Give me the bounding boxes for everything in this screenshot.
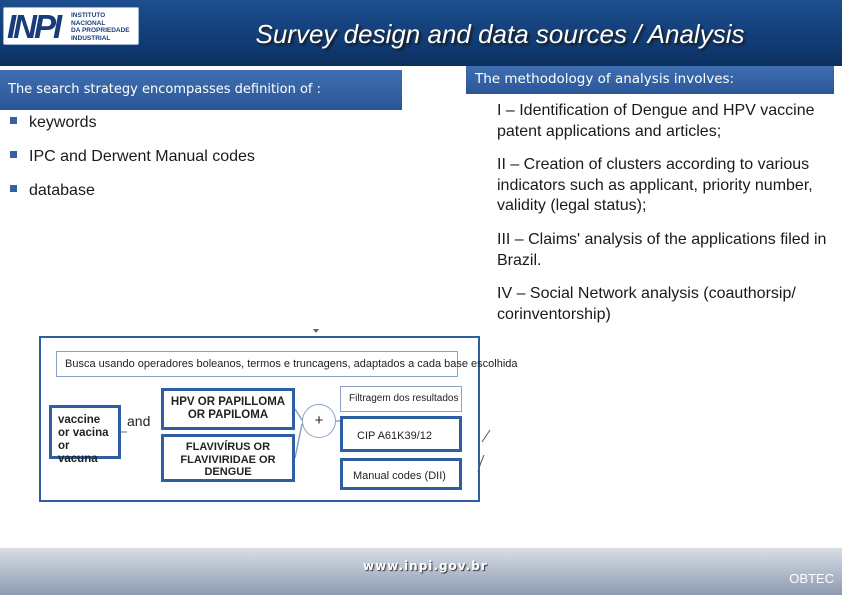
connector-line	[295, 424, 302, 458]
search-strategy-heading-box	[0, 70, 402, 110]
methodology-step: II – Creation of clusters according to various indicators such as applicant, priority number, validity (legal status);	[497, 156, 813, 214]
logo-text-line: INDUSTRIAL	[71, 34, 111, 42]
slide-title: Survey design and data sources / Analysis	[255, 19, 745, 49]
flavivirus-terms-box: FLAVIVÍRUS OR FLAVIVIRIDAE OR DENGUE	[161, 434, 295, 482]
org-label: OBTEC	[789, 571, 834, 586]
footer-bar	[0, 548, 842, 595]
inpi-logo	[3, 7, 139, 45]
search-strategy-diagram	[39, 336, 518, 502]
logo-text	[71, 12, 139, 42]
query-box: Busca usando operadores boleanos, termos e truncagens, adaptados a cada base escolhida	[56, 351, 458, 377]
stray-stroke	[482, 430, 490, 442]
small-triangle-mark	[313, 329, 319, 333]
website-url[interactable]: www.inpi.gov.br	[363, 559, 488, 573]
bullet-text: keywords	[29, 114, 97, 131]
bullet-square-icon	[10, 151, 17, 158]
bullet-text: IPC and Derwent Manual codes	[29, 148, 255, 165]
manual-codes-box: Manual codes (DII)	[340, 458, 462, 490]
logo-mark: INPI	[7, 8, 60, 45]
methodology-step: IV – Social Network analysis (coauthorsip/ corinventorship)	[497, 285, 796, 323]
bullet-square-icon	[10, 185, 17, 192]
bullet-square-icon	[10, 117, 17, 124]
list-item	[10, 182, 95, 200]
vaccine-terms-box: vaccine or vacina or vacuna	[49, 405, 121, 459]
list-item	[10, 148, 255, 166]
bullet-text: database	[29, 182, 95, 199]
logo-text-line: INSTITUTO	[71, 12, 106, 19]
logo-text-line: DA PROPRIEDADE	[71, 27, 130, 34]
methodology-heading-box	[466, 66, 834, 94]
header-bar	[0, 0, 842, 66]
logo-text-line: NACIONAL	[71, 19, 106, 27]
methodology-step: I – Identification of Dengue and HPV vaccine patent applications and articles;	[497, 102, 815, 140]
and-operator: and	[127, 413, 151, 429]
cip-code-box: CIP A61K39/12	[340, 416, 462, 452]
filter-results-box: Filtragem dos resultados	[340, 386, 462, 412]
connector-line	[295, 409, 302, 420]
search-strategy-heading: The search strategy encompasses definition of :	[8, 82, 322, 97]
methodology-step: III – Claims' analysis of the applications filed in Brazil.	[497, 231, 827, 269]
hpv-terms-box: HPV OR PAPILLOMA OR PAPILOMA	[161, 388, 295, 430]
list-item	[10, 114, 97, 132]
methodology-heading: The methodology of analysis involves:	[475, 71, 735, 87]
plus-operator: +	[302, 404, 336, 438]
